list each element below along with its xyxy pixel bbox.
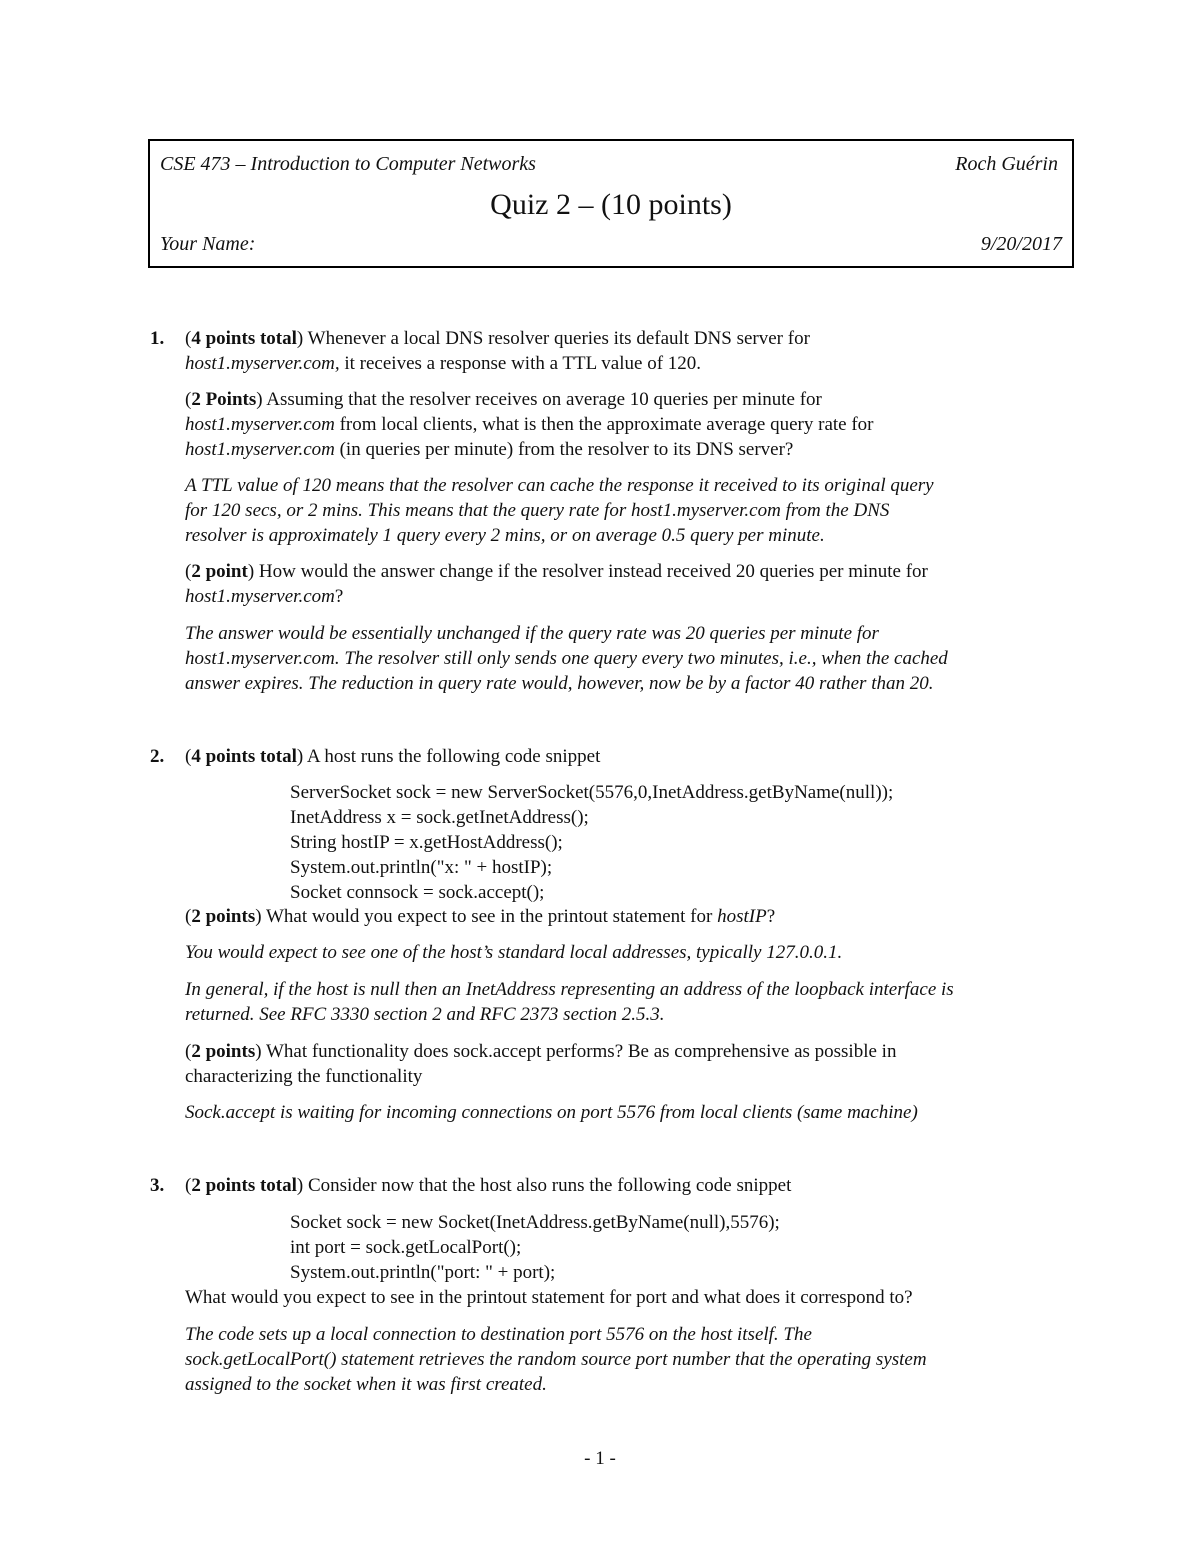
q3-code-line1: Socket sock = new Socket(InetAddress.getByName(null),5576);: [290, 1212, 780, 1233]
q1a-answer-line1: A TTL value of 120 means that the resolver can cache the response it received to its original query: [185, 475, 934, 496]
q2-code-line3: String hostIP = x.getHostAddress();: [290, 832, 563, 853]
your-name-label: Your Name:: [160, 233, 256, 255]
q3-number: 3.: [150, 1175, 165, 1196]
q1a-host1: host1.myserver.com: [185, 414, 335, 435]
q1b-answer-line1: The answer would be essentially unchanged if the query rate was 20 queries per minute for: [185, 623, 879, 644]
q2a-answer-line1: You would expect to see one of the host’s standard local addresses, typically 127.0.0.1.: [185, 942, 843, 963]
quiz-date: 9/20/2017: [980, 233, 1062, 255]
q2a-question: (2 points) What would you expect to see in the printout statement for hostIP?: [185, 906, 776, 927]
q1-prompt-line1: (4 points total) Whenever a local DNS resolver queries its default DNS server for: [185, 328, 810, 349]
q2a-text: What would you expect to see in the printout statement for: [261, 906, 718, 927]
q2b-points: 2 points: [191, 1041, 256, 1062]
q1a-line3: [185, 437, 793, 462]
q1a-answer-line2: for 120 secs, or 2 mins. This means that the query rate for host1.myserver.com from the DNS: [185, 500, 890, 521]
q1a-host2: host1.myserver.com: [185, 439, 335, 460]
q3-code-line3: System.out.println("port: " + port);: [290, 1262, 556, 1283]
q1-host: host1.myserver.com,: [185, 353, 340, 374]
q1b-points: 2 point: [191, 561, 248, 582]
q2-number: 2.: [150, 746, 165, 767]
q2a-points: 2 points: [191, 906, 256, 927]
q1b-line2: [185, 584, 343, 609]
q2a-answer2-line1: In general, if the host is null then an InetAddress representing an address of the loopback interface is: [185, 979, 954, 1000]
q2-intro: A host runs the following code snippet: [303, 746, 601, 767]
q3-code-line2: int port = sock.getLocalPort();: [290, 1237, 522, 1258]
q2b-line2: characterizing the functionality: [185, 1066, 423, 1087]
q2a-answer2-line2: returned. See RFC 3330 section 2 and RFC 2373 section 2.5.3.: [185, 1004, 665, 1025]
q1a-line2: [185, 412, 874, 437]
q1a-text3: (in queries per minute) from the resolver to its DNS server?: [334, 439, 794, 460]
page-number: - 1 -: [584, 1448, 616, 1469]
q2b-answer: Sock.accept is waiting for incoming connections on port 5576 from local clients (same machine): [185, 1102, 918, 1123]
q1-number: 1.: [150, 328, 165, 349]
quiz-header-box: [148, 139, 1074, 268]
q1b-answer-line3: answer expires. The reduction in query rate would, however, now be by a factor 40 rather than 20.: [185, 673, 934, 694]
q3-answer-line3: assigned to the socket when it was first created.: [185, 1374, 547, 1395]
author-name: Roch Guérin: [955, 153, 1058, 175]
q1a-answer-line3: resolver is approximately 1 query every 2 mins, or on average 0.5 query per minute.: [185, 525, 825, 546]
q1b-text2: ?: [334, 586, 344, 607]
q1-points: 4 points total: [191, 328, 297, 349]
q3-answer-line1: The code sets up a local connection to destination port 5576 on the host itself. The: [185, 1324, 812, 1345]
q1-text2: it receives a response with a TTL value of 120.: [339, 353, 702, 374]
q3-points: 2 points total: [191, 1175, 297, 1196]
q1a-text1: Assuming that the resolver receives on average 10 queries per minute for: [262, 389, 822, 410]
q3-prompt: (2 points total) Consider now that the host also runs the following code snippet: [185, 1175, 792, 1196]
quiz-title: Quiz 2 – (10 points): [490, 188, 732, 221]
q2b-line1: (2 points) What functionality does sock.accept performs? Be as comprehensive as possible in: [185, 1041, 897, 1062]
q2-code-line5: Socket connsock = sock.accept();: [290, 882, 545, 903]
q1a-line1: (2 Points) Assuming that the resolver receives on average 10 queries per minute for: [185, 389, 822, 410]
course-title: CSE 473 – Introduction to Computer Networks: [160, 153, 536, 175]
q1b-answer-line2: host1.myserver.com. The resolver still only sends one query every two minutes, i.e., when the cached: [185, 648, 948, 669]
q2-code-line2: InetAddress x = sock.getInetAddress();: [290, 807, 589, 828]
q1-text: Whenever a local DNS resolver queries its default DNS server for: [303, 328, 810, 349]
q1b-line1: (2 point) How would the answer change if the resolver instead received 20 queries per minute for: [185, 561, 928, 582]
q2-code-line4: System.out.println("x: " + hostIP);: [290, 857, 553, 878]
q3-intro: Consider now that the host also runs the following code snippet: [303, 1175, 792, 1196]
q1b-host: host1.myserver.com: [185, 586, 335, 607]
q2-points: 4 points total: [191, 746, 297, 767]
q3-answer-line2: sock.getLocalPort() statement retrieves the random source port number that the operating system: [185, 1349, 927, 1370]
q2a-end: ?: [766, 906, 776, 927]
q1-prompt-line2: [185, 351, 701, 376]
q3-question: What would you expect to see in the printout statement for port and what does it correspond to?: [185, 1287, 913, 1308]
q1a-points: 2 Points: [191, 389, 257, 410]
q2-prompt: (4 points total) A host runs the following code snippet: [185, 746, 601, 767]
q2a-var: hostIP: [717, 906, 767, 927]
q1a-text2: from local clients, what is then the approximate average query rate for: [334, 414, 874, 435]
q1b-text1: How would the answer change if the resolver instead received 20 queries per minute for: [254, 561, 928, 582]
q2b-text1: What functionality does sock.accept performs? Be as comprehensive as possible in: [261, 1041, 897, 1062]
q2-code-line1: ServerSocket sock = new ServerSocket(5576,0,InetAddress.getByName(null));: [290, 782, 894, 803]
